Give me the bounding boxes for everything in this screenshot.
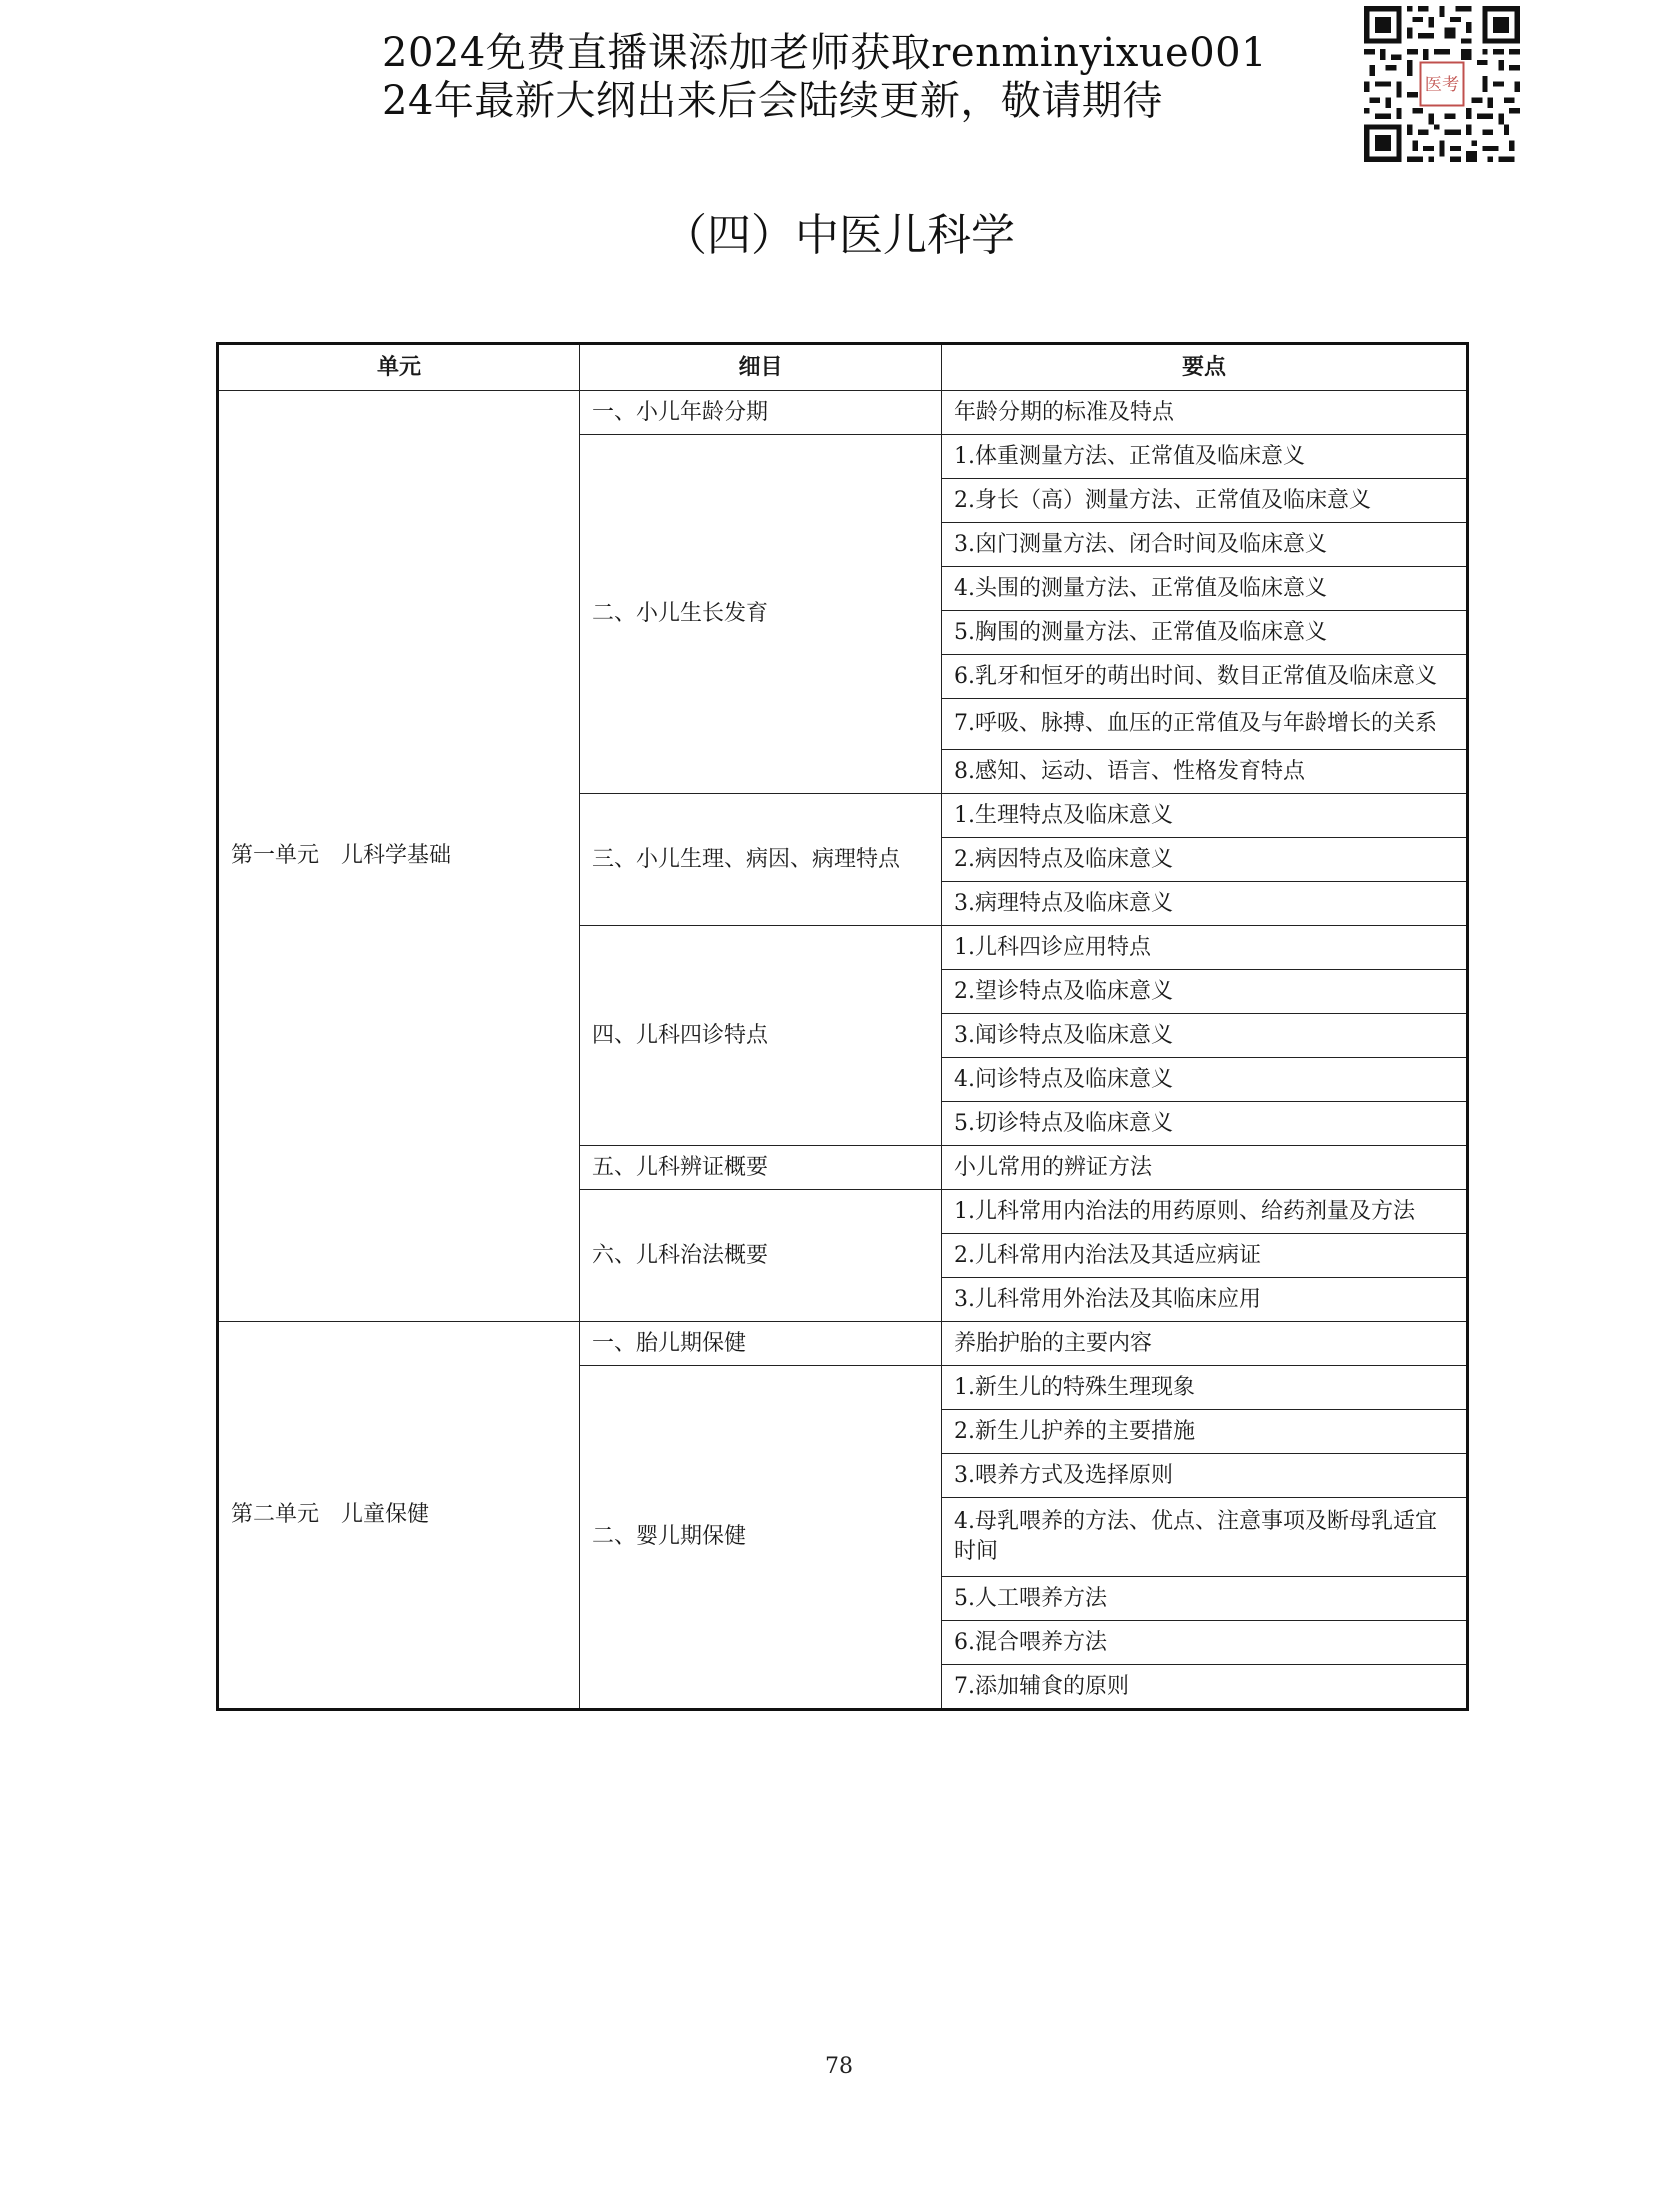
point-cell: 3.闻诊特点及临床意义	[942, 1014, 1468, 1058]
point-cell: 7.呼吸、脉搏、血压的正常值及与年龄增长的关系	[942, 699, 1468, 750]
point-cell: 1.生理特点及临床意义	[942, 794, 1468, 838]
point-cell: 3.儿科常用外治法及其临床应用	[942, 1278, 1468, 1322]
point-cell: 2.新生儿护养的主要措施	[942, 1410, 1468, 1454]
point-cell: 5.胸围的测量方法、正常值及临床意义	[942, 611, 1468, 655]
header-notice-line: 24年最新大纲出来后会陆续更新，敬请期待	[382, 78, 1163, 124]
point-cell: 4.头围的测量方法、正常值及临床意义	[942, 567, 1468, 611]
svg-text:医考: 医考	[1424, 74, 1460, 95]
header-promo-line: 2024免费直播课添加老师获取renminyixue001	[382, 30, 1268, 76]
item-cell: 三、小儿生理、病因、病理特点	[580, 794, 942, 926]
table-header-row	[218, 344, 1468, 391]
item-cell: 二、婴儿期保健	[580, 1366, 942, 1710]
unit-cell: 第二单元 儿童保健	[218, 1322, 580, 1710]
point-cell: 4.母乳喂养的方法、优点、注意事项及断母乳适宜时间	[942, 1498, 1468, 1577]
page-title: （四）中医儿科学	[663, 210, 1015, 261]
item-cell: 五、儿科辨证概要	[580, 1146, 942, 1190]
page-number: 78	[825, 2054, 853, 2079]
point-cell: 8.感知、运动、语言、性格发育特点	[942, 750, 1468, 794]
point-cell: 3.喂养方式及选择原则	[942, 1454, 1468, 1498]
point-cell: 养胎护胎的主要内容	[942, 1322, 1468, 1366]
point-cell: 3.囟门测量方法、闭合时间及临床意义	[942, 523, 1468, 567]
point-cell: 3.病理特点及临床意义	[942, 882, 1468, 926]
table-row	[218, 1322, 1468, 1366]
point-cell: 6.混合喂养方法	[942, 1621, 1468, 1665]
item-cell: 一、小儿年龄分期	[580, 391, 942, 435]
point-cell: 7.添加辅食的原则	[942, 1665, 1468, 1710]
qr-code-icon	[1364, 6, 1520, 162]
point-cell: 2.儿科常用内治法及其适应病证	[942, 1234, 1468, 1278]
item-cell: 六、儿科治法概要	[580, 1190, 942, 1322]
point-cell: 1.儿科常用内治法的用药原则、给药剂量及方法	[942, 1190, 1468, 1234]
item-cell: 二、小儿生长发育	[580, 435, 942, 794]
point-cell: 6.乳牙和恒牙的萌出时间、数目正常值及临床意义	[942, 655, 1468, 699]
table-row	[218, 391, 1468, 435]
point-cell: 2.身长（高）测量方法、正常值及临床意义	[942, 479, 1468, 523]
point-cell: 4.问诊特点及临床意义	[942, 1058, 1468, 1102]
unit-cell: 第一单元 儿科学基础	[218, 391, 580, 1322]
point-cell: 1.新生儿的特殊生理现象	[942, 1366, 1468, 1410]
point-cell: 年龄分期的标准及特点	[942, 391, 1468, 435]
item-cell: 四、儿科四诊特点	[580, 926, 942, 1146]
syllabus-table	[216, 342, 1469, 1711]
item-cell: 一、胎儿期保健	[580, 1322, 942, 1366]
point-cell: 2.望诊特点及临床意义	[942, 970, 1468, 1014]
point-cell: 2.病因特点及临床意义	[942, 838, 1468, 882]
point-cell: 5.切诊特点及临床意义	[942, 1102, 1468, 1146]
point-cell: 小儿常用的辨证方法	[942, 1146, 1468, 1190]
point-cell: 5.人工喂养方法	[942, 1577, 1468, 1621]
point-cell: 1.体重测量方法、正常值及临床意义	[942, 435, 1468, 479]
column-header-item: 细目	[580, 344, 942, 391]
point-cell: 1.儿科四诊应用特点	[942, 926, 1468, 970]
column-header-key-point: 要点	[942, 344, 1468, 391]
column-header-unit: 单元	[218, 344, 580, 391]
